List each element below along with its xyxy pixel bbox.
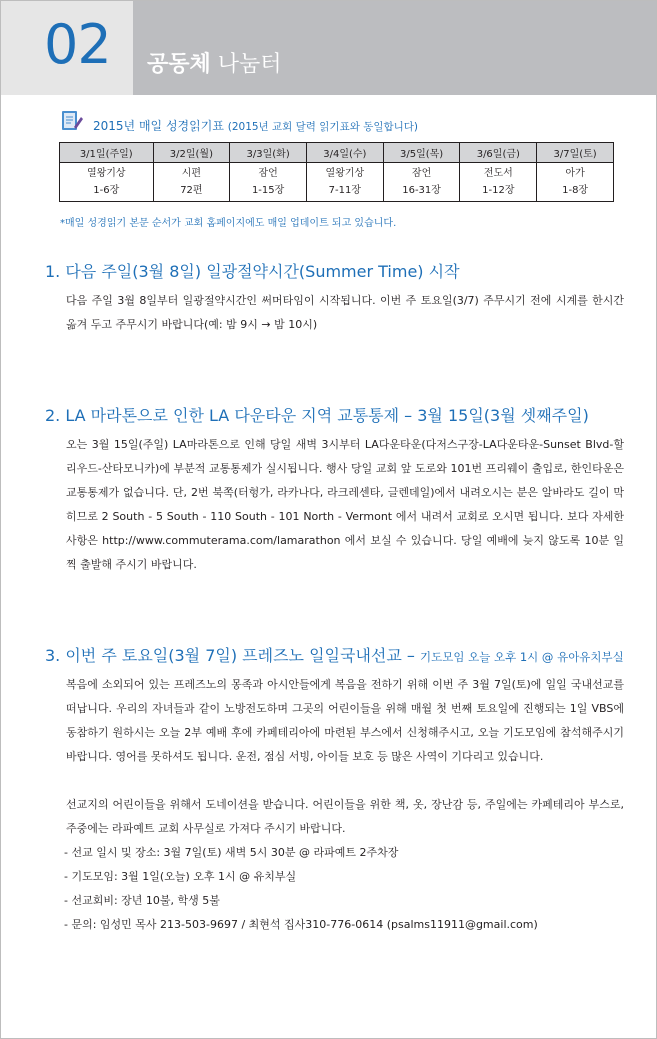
reading-chapters: 72편 bbox=[180, 185, 203, 196]
reading-plan-body-row bbox=[60, 163, 614, 202]
reading-plan-header-row bbox=[60, 143, 614, 163]
reading-day-cell bbox=[306, 163, 383, 202]
reading-day-date: 3/3일(화) bbox=[230, 143, 307, 163]
reading-day-date: 3/4일(수) bbox=[306, 143, 383, 163]
reading-plan-title bbox=[93, 117, 418, 134]
reading-plan-subtitle: (2015년 교회 달력 읽기표와 동일합니다) bbox=[227, 121, 419, 133]
book-pencil-icon bbox=[61, 109, 83, 131]
announcement-3-details bbox=[64, 841, 538, 937]
detail-line: - 문의: 임성민 목사 213-503-9697 / 최현석 집사310-776-0614 (psalms11911@gmail.com) bbox=[64, 918, 538, 931]
reading-plan-title-main: 2015년 매일 성경읽기표 bbox=[93, 119, 224, 133]
reading-day-cell bbox=[153, 163, 230, 202]
reading-chapters: 1-12장 bbox=[482, 185, 515, 196]
announcement-3-body: 복음에 소외되어 있는 프레즈노의 몽족과 아시안들에게 복음을 전하기 위해 이번 주 3월 7일(토)에 일일 국내선교를 떠납니다. 우리의 자녀들과 같이 노방전도하며 그곳의 어린이들을 위해 매월 첫 번째 토요일에 진행되는 1일 VBS에 동참하기 원하시는 오늘 2부 예배 후에 카페테리아에 마련된 부스에서 신청해주시고, 오늘 기도모임에 참석해주시기 바랍니다. 영어를 못하셔도 됩니다. 운전, 점심 서빙, 아이들 보호 등 많은 사역이 기다리고 있습니다. bbox=[66, 678, 624, 763]
announcement-3-title-main: 3. 이번 주 토요일(3월 7일) 프레즈노 일일국내선교 – bbox=[45, 646, 421, 665]
reading-book: 잠언 bbox=[411, 167, 432, 179]
reading-chapters: 1-6장 bbox=[93, 185, 120, 196]
reading-day-cell bbox=[60, 163, 154, 202]
reading-chapters: 16-31장 bbox=[402, 185, 441, 196]
reading-day-date: 3/1일(주일) bbox=[60, 143, 154, 163]
reading-chapters: 1-8장 bbox=[562, 185, 589, 196]
reading-day-date: 3/5일(목) bbox=[383, 143, 460, 163]
reading-book: 열왕기상 bbox=[86, 167, 126, 179]
reading-day-cell bbox=[383, 163, 460, 202]
reading-day-cell bbox=[460, 163, 537, 202]
announcement-3-title-note: 기도모임 오늘 오후 1시 @ 유아유치부실 bbox=[420, 650, 624, 664]
announcement-2-body: 오는 3월 15일(주일) LA마라톤으로 인해 당일 새벽 3시부터 LA다운타운(다저스구장-LA다운타운-Sunset Blvd-할리우드-산타모니카)에 부분적 교통통제가 실시됩니다. 행사 당일 교회 앞 도로와 101번 프리웨이 출입로, 한인타운은 교통통제가 없습니다. 단, 2번 북쪽(터헝가, 라카나다, 라크레센타, 글렌데일)에서 내려오시는 분은 알바라도 길이 막히므로 2 South - 5 South - 110 South - 101 North - Vermont 에서 내려서 교회로 오시면 됩니다. 보다 자세한 사항은 http://www.commuterama.com/lamarathon 에서 보실 수 있습니다. 당일 예배에 늦지 않도록 10분 일찍 출발해 주시기 바랍니다. bbox=[66, 438, 624, 571]
detail-line: - 선교 일시 및 장소: 3월 7일(토) 새벽 5시 30분 @ 라파예트 2주차장 bbox=[64, 846, 399, 859]
reading-book: 시편 bbox=[181, 167, 202, 179]
reading-book: 잠언 bbox=[258, 167, 278, 179]
announcement-3-title bbox=[45, 648, 624, 664]
section-title-bold: 공동체 bbox=[147, 52, 211, 77]
reading-plan-table bbox=[59, 142, 614, 202]
reading-day-cell bbox=[230, 163, 307, 202]
reading-book: 전도서 bbox=[483, 167, 513, 179]
reading-chapters: 7-11장 bbox=[328, 185, 362, 196]
announcement-3-donation: 선교지의 어린이들을 위해서 도네이션을 받습니다. 어린이들을 위한 책, 옷, 장난감 등, 주일에는 카페테리아 부스로, 주중에는 라파예트 교회 사무실로 가져다 주시기 바랍니다. bbox=[66, 798, 624, 835]
reading-book: 열왕기상 bbox=[325, 167, 365, 179]
reading-day-date: 3/7일(토) bbox=[537, 143, 614, 163]
section-title bbox=[147, 54, 282, 76]
detail-line: - 선교회비: 장년 10불, 학생 5불 bbox=[64, 894, 220, 907]
announcement-1-body: 다음 주일 3월 8일부터 일광절약시간인 써머타임이 시작됩니다. 이번 주 토요일(3/7) 주무시기 전에 시계를 한시간 옮겨 두고 주무시기 바랍니다(예: 밤 9시 → 밤 10시) bbox=[66, 294, 624, 331]
reading-day-date: 3/6일(금) bbox=[460, 143, 537, 163]
announcement-2-title: 2. LA 마라톤으로 인한 LA 다운타운 지역 교통통제 – 3월 15일(3월 셋째주일) bbox=[45, 406, 589, 425]
reading-day-date: 3/2일(월) bbox=[153, 143, 230, 163]
section-title-rest: 나눔터 bbox=[217, 52, 282, 77]
reading-chapters: 1-15장 bbox=[251, 185, 285, 196]
reading-plan-note: *매일 성경읽기 본문 순서가 교회 홈페이지에도 매일 업데이트 되고 있습니다. bbox=[60, 218, 397, 229]
announcement-1-title: 1. 다음 주일(3월 8일) 일광절약시간(Summer Time) 시작 bbox=[45, 262, 460, 281]
detail-line: - 기도모임: 3월 1일(오늘) 오후 1시 @ 유치부실 bbox=[64, 870, 297, 883]
reading-day-cell bbox=[537, 163, 614, 202]
reading-book: 아가 bbox=[565, 167, 585, 179]
header-title-panel bbox=[133, 1, 656, 95]
section-number: 02 bbox=[44, 13, 111, 76]
